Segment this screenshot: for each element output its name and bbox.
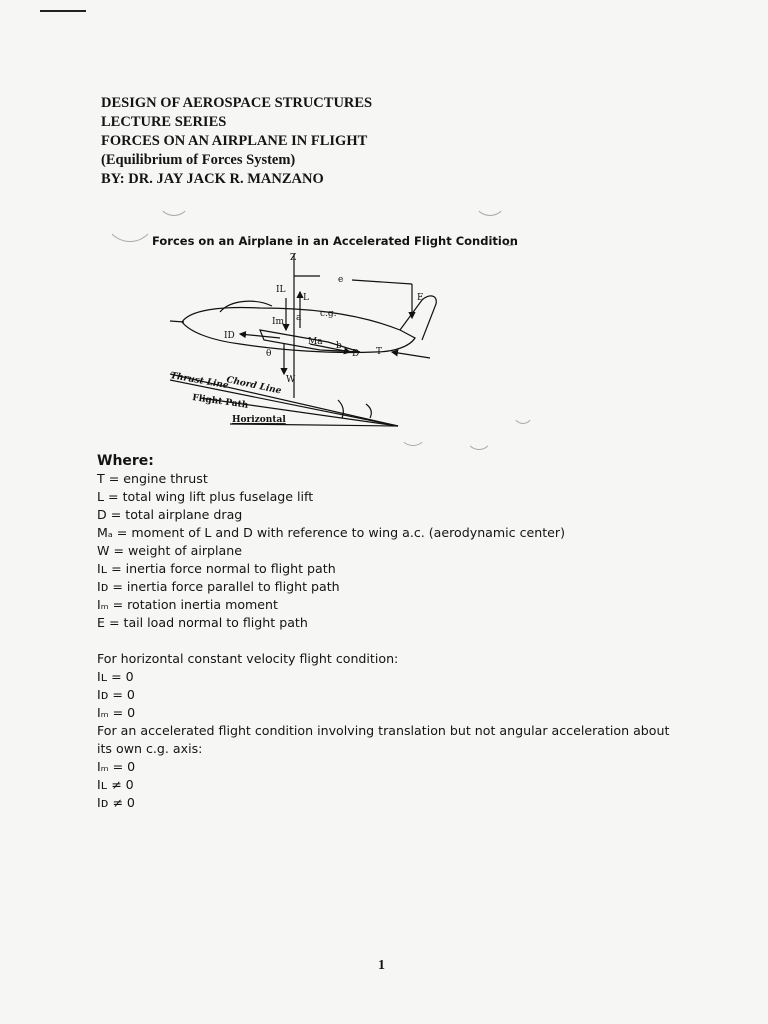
- definition-item: W = weight of airplane: [97, 543, 242, 558]
- airplane-diagram: [160, 248, 460, 443]
- airplane-forces-figure: [160, 248, 460, 443]
- corner-mark: [40, 10, 86, 12]
- smudge: [466, 424, 492, 450]
- definition-item: Mₐ = moment of L and D with reference to wing a.c. (aerodynamic center): [97, 525, 566, 540]
- header-line-topic: FORCES ON AN AIRPLANE IN FLIGHT: [101, 133, 368, 149]
- label-b: b: [336, 341, 342, 351]
- header-line-series: LECTURE SERIES: [101, 114, 227, 130]
- equation: Iₘ = 0: [97, 759, 136, 774]
- definition-item: Iʟ = inertia force normal to flight path: [97, 561, 336, 576]
- label-thrust-line: Thrust Line: [169, 371, 230, 392]
- label-e-load: E: [417, 293, 424, 303]
- label-im: Im: [272, 317, 285, 327]
- label-theta: θ: [266, 349, 272, 359]
- accelerated-condition-heading: For an accelerated flight condition involving translation but not angular acceleration about: [97, 723, 670, 738]
- label-ma: Ma: [308, 337, 323, 347]
- equation: Iʟ ≠ 0: [97, 777, 134, 792]
- definitions-section: [97, 452, 727, 812]
- equation: Iᴅ = 0: [97, 687, 135, 702]
- label-il: IL: [276, 285, 286, 295]
- smudge: [512, 398, 534, 424]
- label-id: ID: [224, 331, 235, 341]
- label-t: T: [376, 347, 383, 357]
- label-a: a: [296, 313, 302, 323]
- spacer: [97, 632, 727, 650]
- header-line-subtopic: (Equilibrium of Forces System): [101, 152, 296, 168]
- figure-title: Forces on an Airplane in an Accelerated Flight Condition: [152, 234, 518, 248]
- smudge: [474, 186, 506, 216]
- definition-item: D = total airplane drag: [97, 507, 243, 522]
- header-line-course: DESIGN OF AEROSPACE STRUCTURES: [101, 95, 373, 111]
- equation: Iₘ = 0: [97, 705, 136, 720]
- equation: Iᴅ ≠ 0: [97, 795, 135, 810]
- definition-item: T = engine thrust: [97, 471, 208, 486]
- label-cg: c.g.: [320, 309, 337, 319]
- label-d: D: [352, 349, 360, 359]
- label-l: L: [303, 293, 309, 303]
- document-header: [101, 94, 372, 189]
- definition-item: E = tail load normal to flight path: [97, 615, 308, 630]
- definition-item: L = total wing lift plus fuselage lift: [97, 489, 314, 504]
- label-z: Z: [290, 253, 297, 263]
- accelerated-condition-heading-cont: its own c.g. axis:: [97, 741, 203, 756]
- header-line-author: BY: DR. JAY JACK R. MANZANO: [101, 171, 324, 187]
- canopy-outline: [220, 301, 272, 312]
- label-w: W: [286, 375, 296, 385]
- page-number: 1: [378, 958, 385, 973]
- label-chord-line: Chord Line: [225, 375, 283, 397]
- smudge: [158, 186, 190, 216]
- where-heading: Where:: [97, 453, 154, 469]
- smudge: [104, 190, 156, 242]
- definition-item: Iᴅ = inertia force parallel to flight path: [97, 579, 340, 594]
- label-horizontal: Horizontal: [232, 415, 286, 425]
- label-flight-path: Flight Path: [191, 393, 249, 411]
- label-e-distance: e: [338, 275, 344, 285]
- horizontal-condition-heading: For horizontal constant velocity flight condition:: [97, 651, 399, 666]
- equation: Iʟ = 0: [97, 669, 134, 684]
- definition-item: Iₘ = rotation inertia moment: [97, 597, 278, 612]
